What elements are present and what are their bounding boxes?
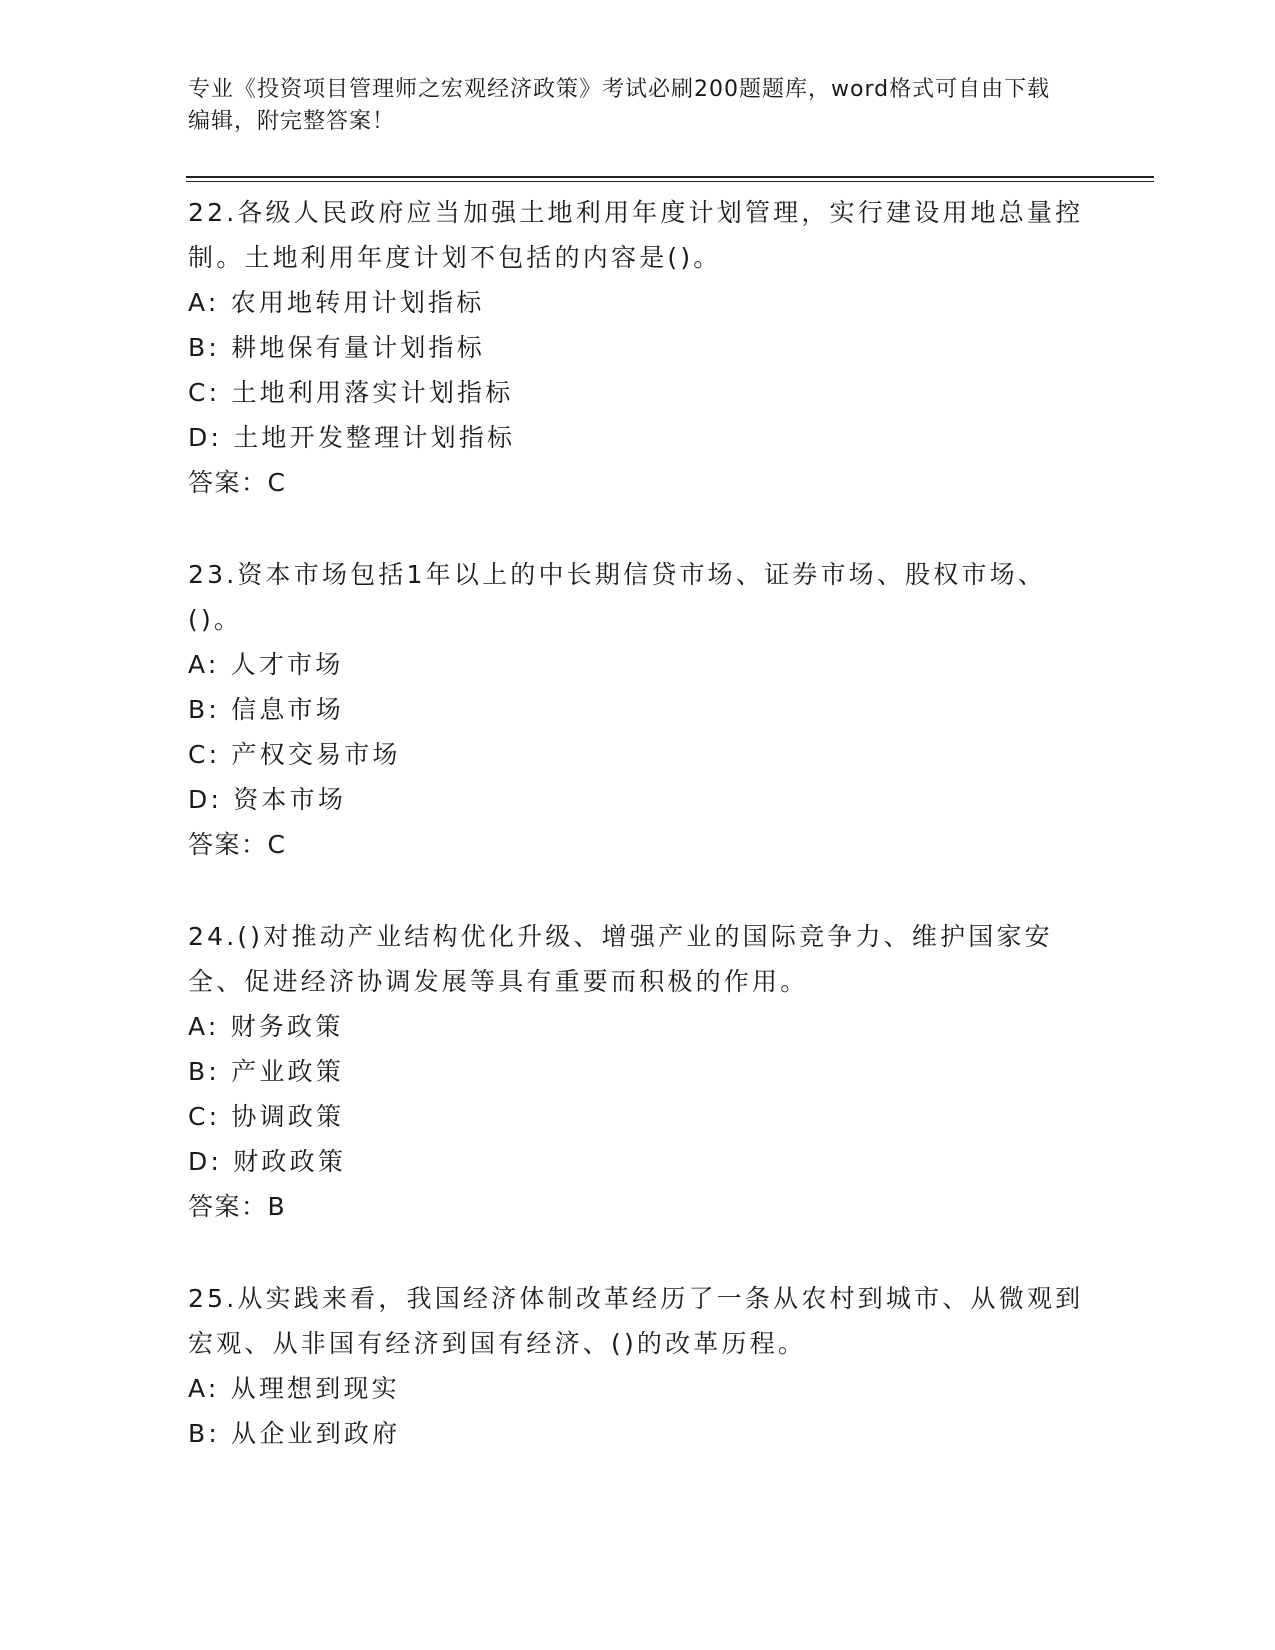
header-rule-thin <box>186 181 1154 182</box>
option-a: A: 农用地转用计划指标 <box>188 288 485 317</box>
option-a: A: 人才市场 <box>188 650 344 679</box>
header-rule-thick <box>186 176 1154 178</box>
option-a: A: 财务政策 <box>188 1012 344 1041</box>
option-b: B: 产业政策 <box>188 1057 344 1086</box>
question-22 <box>188 190 1088 505</box>
question-stem: 24.()对推动产业结构优化升级、增强产业的国际竞争力、维护国家安全、促进经济协调发展等具有重要而积极的作用。 <box>188 922 1053 996</box>
option-b: B: 信息市场 <box>188 695 344 724</box>
option-c: C: 协调政策 <box>188 1102 345 1131</box>
answer-line: 答案：C <box>188 830 287 859</box>
question-23 <box>188 552 1088 867</box>
question-list <box>188 190 1088 1456</box>
question-stem: 23.资本市场包括1年以上的中长期信贷市场、证券市场、股权市场、()。 <box>188 560 1047 634</box>
option-d: D: 财政政策 <box>188 1147 347 1176</box>
option-b: B: 耕地保有量计划指标 <box>188 333 485 362</box>
question-24 <box>188 914 1088 1229</box>
option-c: C: 土地利用落实计划指标 <box>188 378 514 407</box>
option-d: D: 资本市场 <box>188 785 347 814</box>
answer-line: 答案：B <box>188 1192 287 1221</box>
option-b: B: 从企业到政府 <box>188 1419 401 1448</box>
question-stem: 22.各级人民政府应当加强土地利用年度计划管理，实行建设用地总量控制。土地利用年度计划不包括的内容是()。 <box>188 198 1084 272</box>
question-stem: 25.从实践来看，我国经济体制改革经历了一条从农村到城市、从微观到宏观、从非国有经济到国有经济、()的改革历程。 <box>188 1284 1084 1358</box>
question-25 <box>188 1276 1088 1456</box>
option-c: C: 产权交易市场 <box>188 740 401 769</box>
option-d: D: 土地开发整理计划指标 <box>188 423 516 452</box>
answer-line: 答案：C <box>188 468 287 497</box>
document-header: 专业《投资项目管理师之宏观经济政策》考试必刷200题题库，word格式可自由下载编辑，附完整答案！ <box>188 77 1051 134</box>
option-a: A: 从理想到现实 <box>188 1374 400 1403</box>
